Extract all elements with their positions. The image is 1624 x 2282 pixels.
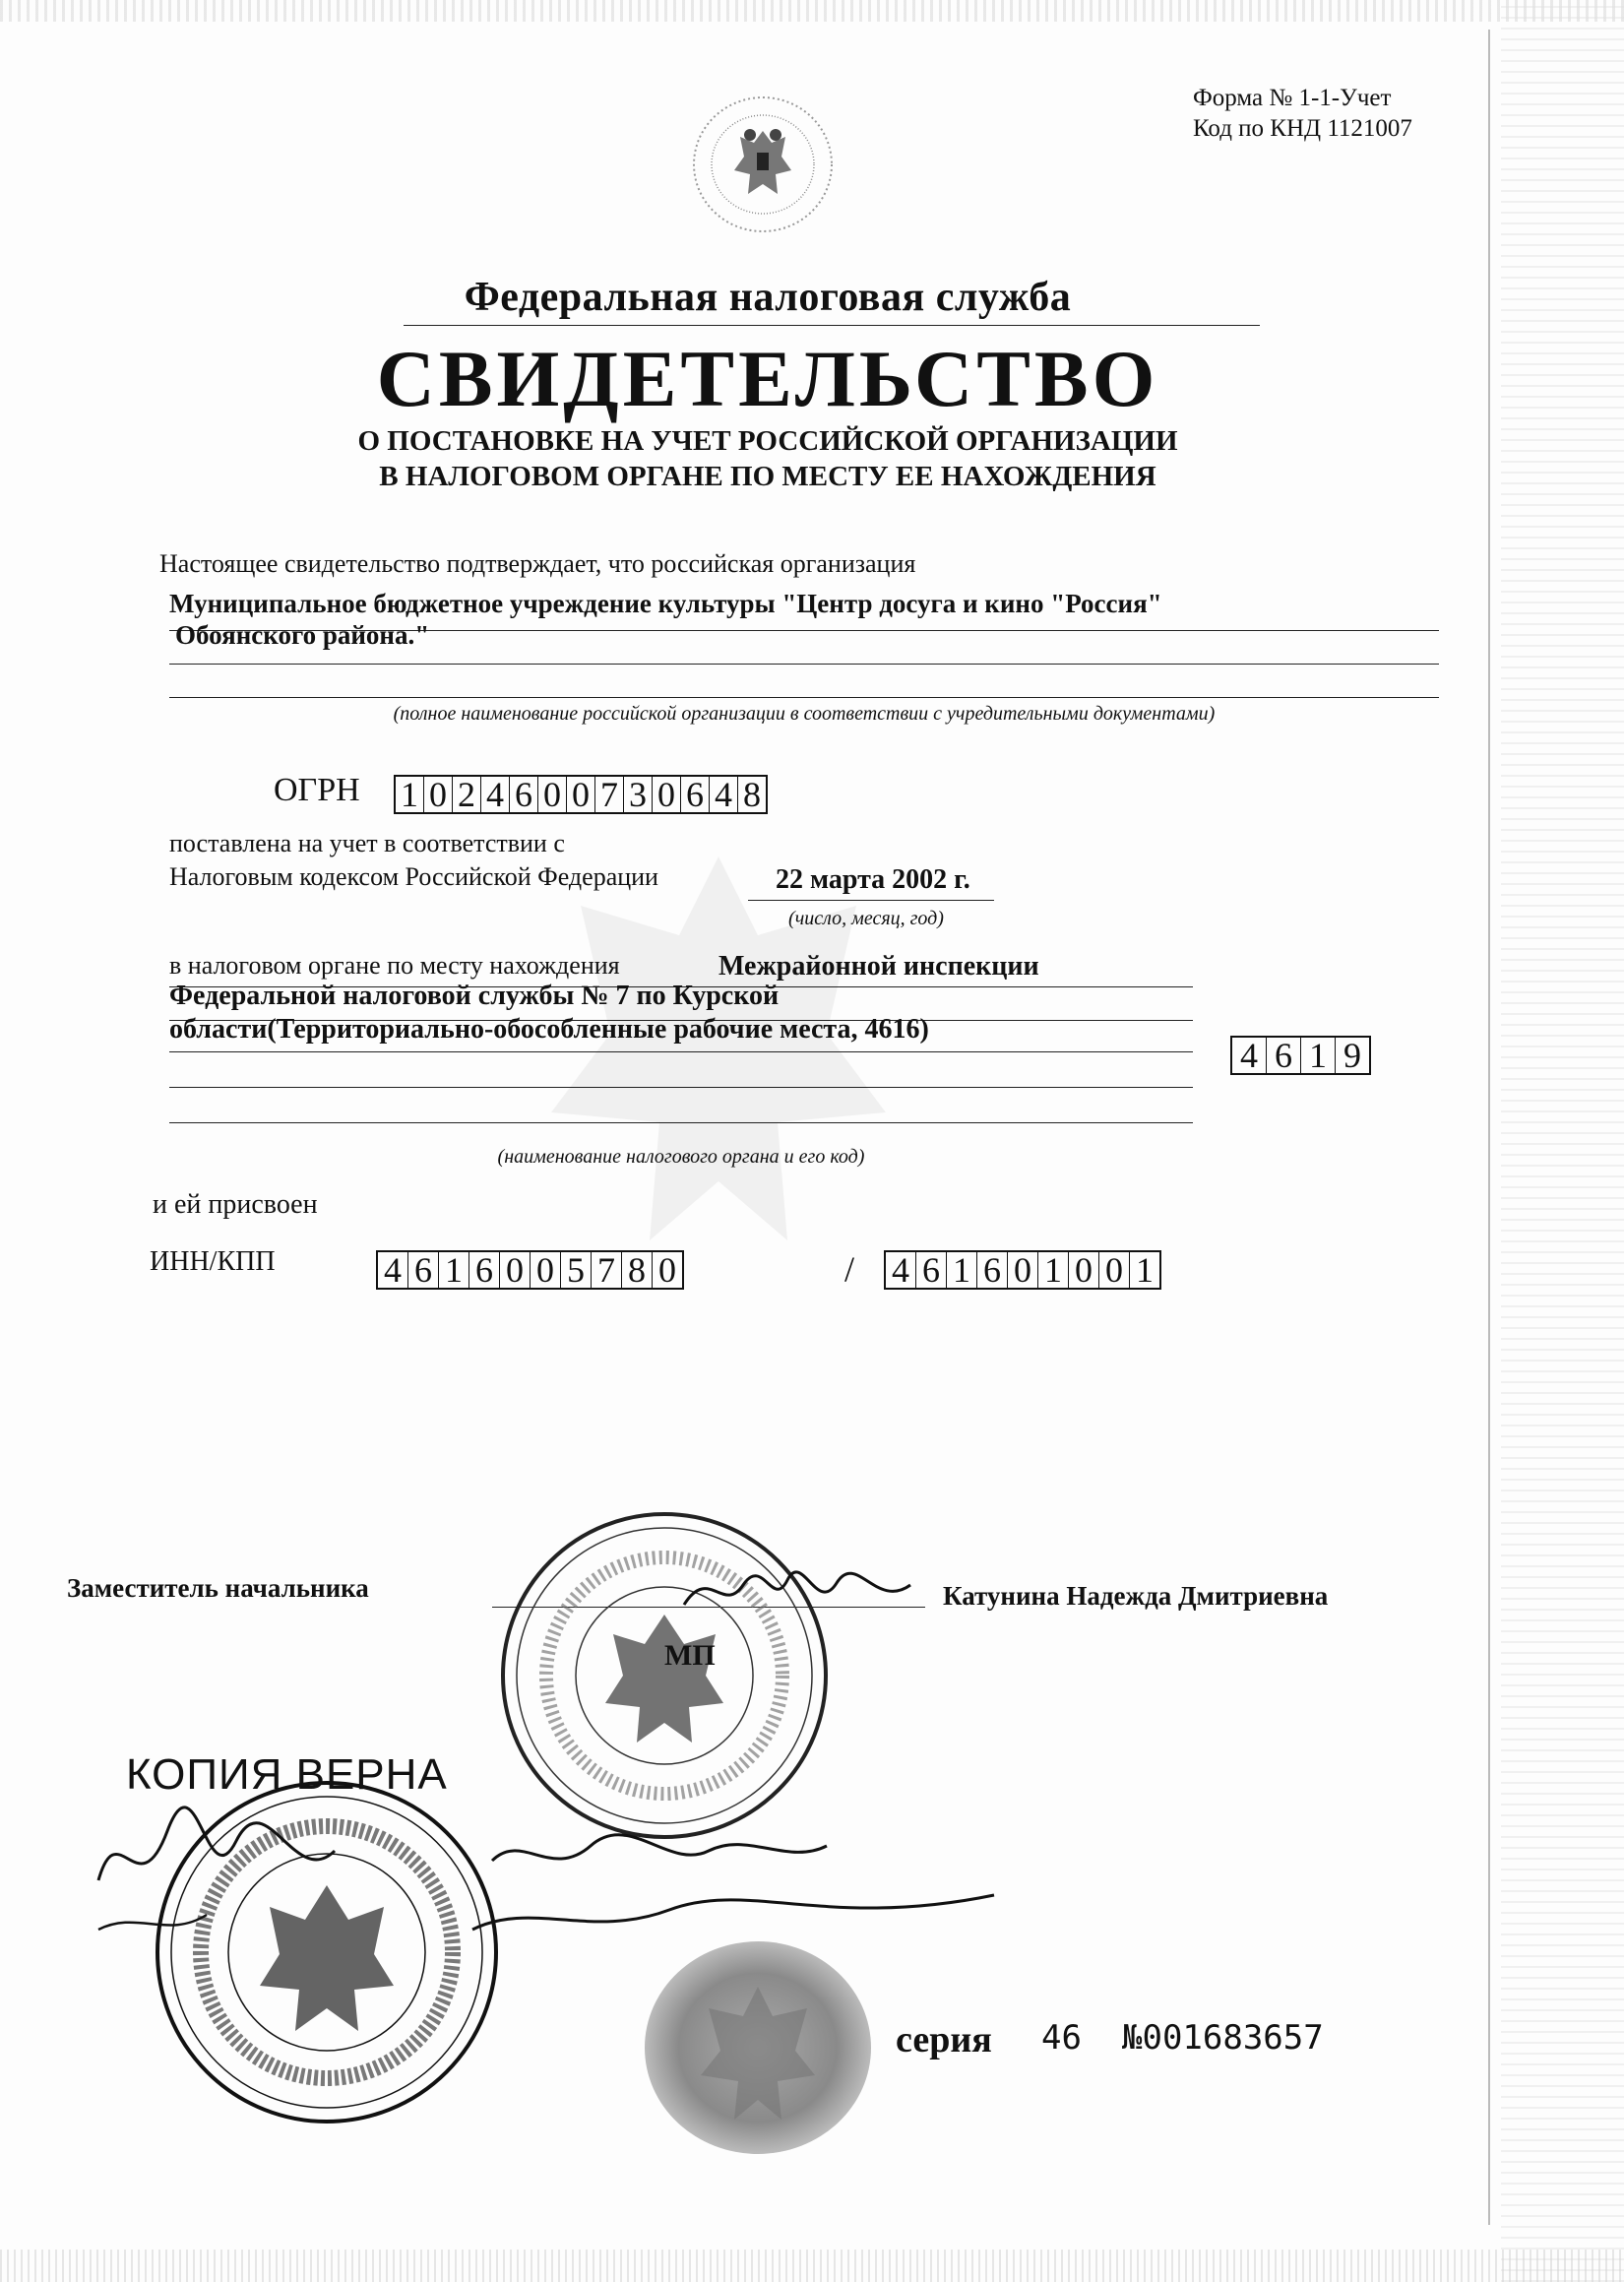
tax-office-caption: (наименование налогового органа и его код) (497, 1146, 865, 1168)
org-name-rule-3 (169, 697, 1439, 698)
knd-code: Код по КНД 1121007 (1193, 115, 1412, 142)
signatory-position: Заместитель начальника (67, 1573, 369, 1603)
kpp-digit: 1 (1129, 1252, 1159, 1288)
emblem-icon (689, 94, 837, 236)
copy-verified-stamp-text: КОПИЯ ВЕРНА (126, 1750, 448, 1799)
ogrn-digit: 4 (709, 777, 737, 812)
ogrn-digit: 3 (623, 777, 652, 812)
registration-line-2: Налоговым кодексом Российской Федерации (169, 862, 658, 891)
kpp-digit: 0 (1007, 1252, 1037, 1288)
tax-office-intro: в налоговом органе по месту нахождения (169, 951, 620, 980)
inn-kpp-separator: / (844, 1249, 855, 1289)
series-label: серия (896, 2019, 992, 2060)
registration-date: 22 марта 2002 г. (776, 864, 970, 895)
agency-title: Федеральная налоговая служба (464, 275, 1072, 320)
inn-digit: 0 (652, 1252, 682, 1288)
tax-office-name-line-2: Федеральной налоговой службы № 7 по Курской (169, 981, 780, 1011)
ogrn-digit: 0 (537, 777, 566, 812)
signatory-name: Катунина Надежда Дмитриевна (943, 1581, 1329, 1611)
inn-digit: 5 (560, 1252, 591, 1288)
ogrn-digit: 7 (594, 777, 623, 812)
ogrn-label: ОГРН (274, 772, 360, 808)
agency-underline (404, 325, 1260, 326)
document-title: СВИДЕТЕЛЬСТВО (376, 334, 1159, 423)
inn-kpp-label: ИНН/КПП (150, 1246, 276, 1277)
signatory-signature-icon (679, 1555, 915, 1624)
ogrn-digit: 0 (566, 777, 594, 812)
tax-office-code-digit: 4 (1240, 1036, 1258, 1075)
tax-office-code-digit: 1 (1300, 1038, 1335, 1073)
tax-office-code-digit: 9 (1335, 1038, 1369, 1073)
subtitle-line-2: В НАЛОГОВОМ ОРГАНЕ ПО МЕСТУ ЕЕ НАХОЖДЕНИЯ (379, 461, 1156, 492)
kpp-digit: 0 (1098, 1252, 1129, 1288)
kpp-digit: 4 (892, 1250, 909, 1290)
registration-date-caption: (число, месяц, год) (788, 908, 944, 929)
org-name-line-1: Муниципальное бюджетное учреждение культуры "Центр досуга и кино "Россия" (169, 589, 1162, 618)
org-caption: (полное наименование российской организации в соответствии с учредительными документами) (393, 703, 1216, 725)
ogrn-digit: 0 (423, 777, 452, 812)
ogrn-digit: 4 (480, 777, 509, 812)
ogrn-digit: 2 (452, 777, 480, 812)
org-name-rule-2 (169, 664, 1439, 665)
org-intro: Настоящее свидетельство подтверждает, что российская организация (159, 549, 916, 578)
ogrn-digit: 8 (737, 777, 766, 812)
mp-label: МП (664, 1639, 716, 1672)
kpp-digit: 6 (976, 1252, 1007, 1288)
kpp-digit: 1 (1037, 1252, 1068, 1288)
ogrn-digit: 1 (401, 775, 418, 814)
hologram-icon (640, 1937, 876, 2159)
scan-noise-top (0, 0, 1624, 22)
inn-digit: 6 (468, 1252, 499, 1288)
kpp-digit: 1 (946, 1252, 976, 1288)
org-name-line-2: Обоянского района." (175, 620, 430, 650)
ogrn-digit: 6 (680, 777, 709, 812)
document-number: №001683657 (1122, 2018, 1324, 2058)
inn-digit: 0 (530, 1252, 560, 1288)
inn-digit: 1 (438, 1252, 468, 1288)
tax-office-code-digit: 6 (1266, 1038, 1300, 1073)
kpp-digit: 0 (1068, 1252, 1098, 1288)
watermark-eagle-icon (463, 788, 974, 1299)
tax-office-code-boxes (1230, 1036, 1371, 1075)
registration-line-1: поставлена на учет в соответствии с (169, 829, 565, 857)
copy-verified-signature-icon (79, 1792, 1043, 1949)
tax-office-name-part-1: Межрайонной инспекции (718, 951, 1039, 982)
assigned-label: и ей присвоен (153, 1189, 318, 1220)
tax-office-name-line-3: области(Территориально-обособленные рабочие места, 4616) (169, 1014, 929, 1045)
inn-digit: 0 (499, 1252, 530, 1288)
inn-digit: 6 (407, 1252, 438, 1288)
subtitle-line-1: О ПОСТАНОВКЕ НА УЧЕТ РОССИЙСКОЙ ОРГАНИЗАЦИИ (357, 425, 1178, 457)
inn-digit: 4 (384, 1250, 402, 1290)
kpp-digit: 6 (915, 1252, 946, 1288)
ogrn-digit: 6 (509, 777, 537, 812)
series-value: 46 (1041, 2018, 1082, 2058)
ogrn-digit: 0 (652, 777, 680, 812)
form-number: Форма № 1-1-Учет (1193, 85, 1392, 111)
inn-digit: 8 (621, 1252, 652, 1288)
inn-digit: 7 (591, 1252, 621, 1288)
scan-noise-bottom (0, 2250, 1624, 2282)
